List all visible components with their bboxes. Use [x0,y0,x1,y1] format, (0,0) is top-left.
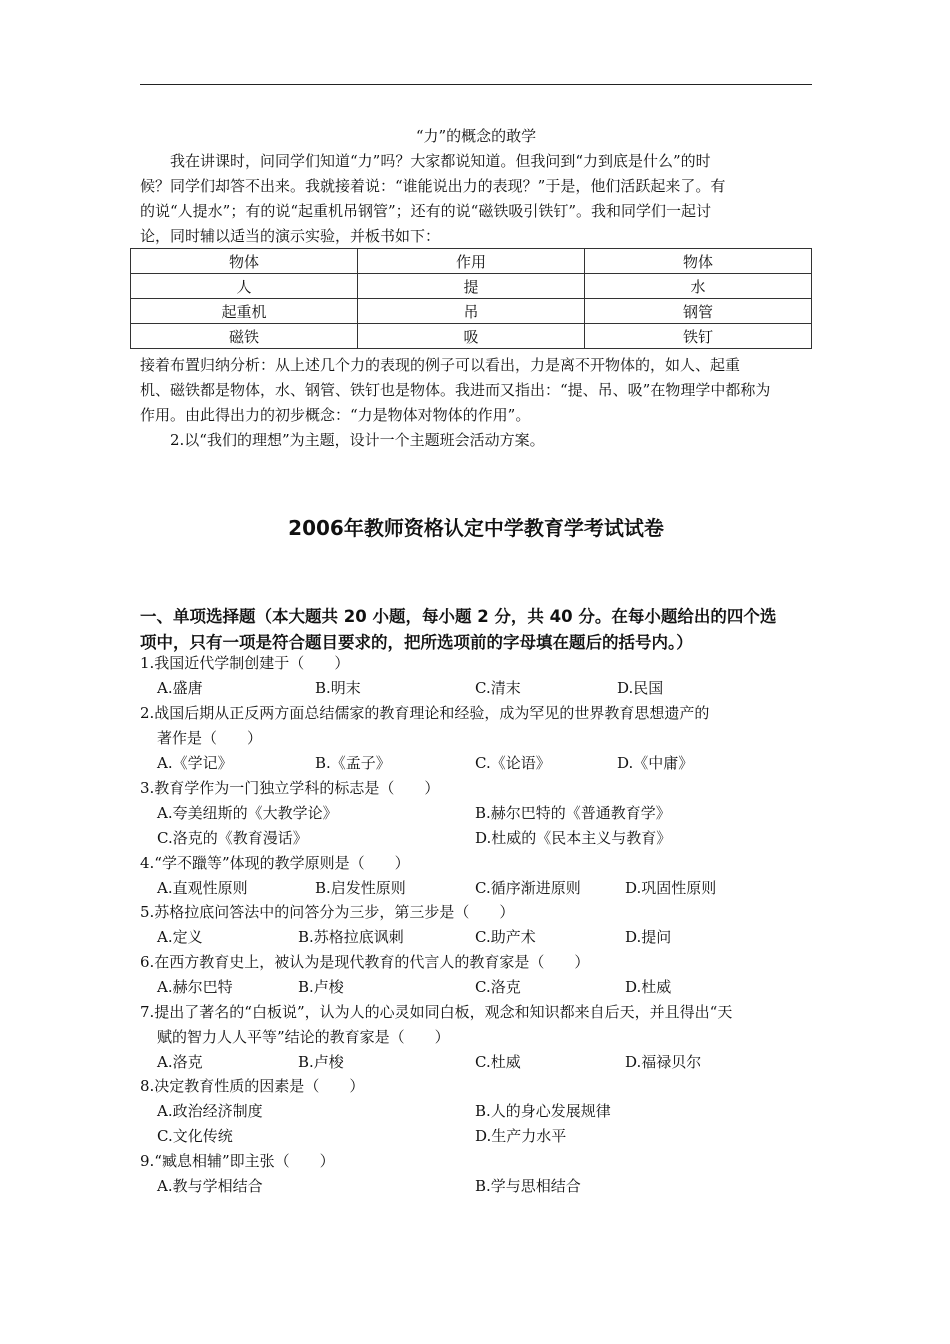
table-header-cell: 物体 [131,249,358,274]
question-8-option-c: C.文化传统 [157,1127,233,1145]
table-row [131,299,812,324]
question-5-option-c: C.助产术 [475,928,536,946]
table-cell: 起重机 [131,299,358,324]
question-2-option-d: D.《中庸》 [617,754,694,772]
question-1-option-a: A.盛唐 [157,679,203,697]
essay-para-1-line-4: 论，同时辅以适当的演示实验，并板书如下： [140,227,441,245]
question-2: 2.战国后期从正反两方面总结儒家的教育理论和经验，成为罕见的世界教育思想遗产的 [140,704,710,722]
section-heading-line-2: 项中，只有一项是符合题目要求的，把所选项前的字母填在题后的括号内。） [140,633,693,652]
essay-para-1-line-3: 的说“人提水”；有的说“起重机吊钢管”；还有的说“磁铁吸引铁钉”。我和同学们一起讨 [140,202,712,220]
table-cell: 提 [358,274,585,299]
table-cell: 铁钉 [585,324,812,349]
question-1-option-c: C.清末 [475,679,521,697]
question-3-option-d: D.杜威的《民本主义与教育》 [475,829,672,847]
question-8-option-b: B.人的身心发展规律 [475,1102,611,1120]
question-9-option-b: B.学与思相结合 [475,1177,581,1195]
question-8: 8.决定教育性质的因素是（ ） [140,1077,365,1095]
question-5: 5.苏格拉底问答法中的问答分为三步，第三步是（ ） [140,903,515,921]
question-8-option-a: A.政治经济制度 [157,1102,263,1120]
question-6-option-b: B.卢梭 [298,978,344,996]
table-cell: 吊 [358,299,585,324]
question-6-option-a: A.赫尔巴特 [157,978,233,996]
table-cell: 磁铁 [131,324,358,349]
table-cell: 水 [585,274,812,299]
question-7-option-d: D.福禄贝尔 [625,1053,702,1071]
question-4: 4.“学不躐等”体现的教学原则是（ ） [140,854,410,872]
question-5-option-d: D.提问 [625,928,672,946]
table-header-cell: 作用 [358,249,585,274]
table-cell: 钢管 [585,299,812,324]
essay-para-2-line-3: 作用。由此得出力的初步概念：“力是物体对物体的作用”。 [140,406,531,424]
table-cell: 吸 [358,324,585,349]
table-cell: 人 [131,274,358,299]
question-1-option-d: D.民国 [617,679,664,697]
essay-para-2-line-2: 机、磁铁都是物体，水、钢管、铁钉也是物体。我进而又指出：“提、吊、吸”在物理学中都称为 [140,381,771,399]
question-4-option-a: A.直观性原则 [157,879,248,897]
section-heading [140,604,820,656]
question-7-option-c: C.杜威 [475,1053,521,1071]
question-2-option-b: B.《孟子》 [315,754,391,772]
question-5-option-a: A.定义 [157,928,203,946]
question-7: 7.提出了著名的“白板说”，认为人的心灵如同白板，观念和知识都来自后天，并且得出“天 [140,1003,733,1021]
essay-heading: “力”的概念的敢学 [415,127,537,145]
question-4-option-c: C.循序渐进原则 [475,879,581,897]
table-row [131,324,812,349]
question-7-option-b: B.卢梭 [298,1053,344,1071]
question-7-option-a: A.洛克 [157,1053,203,1071]
question-9-option-a: A.教与学相结合 [157,1177,263,1195]
question-1: 1.我国近代学制创建于（ ） [140,654,350,672]
header-rule [140,84,812,85]
question-5-option-b: B.苏格拉底讽刺 [298,928,404,946]
section-heading-line-1: 一、单项选择题（本大题共 20 小题，每小题 2 分，共 40 分。在每小题给出的四个选 [140,607,777,626]
question-8-option-d: D.生产力水平 [475,1127,567,1145]
force-table [130,248,812,349]
question-3-option-b: B.赫尔巴特的《普通教育学》 [475,804,671,822]
table-header-row [131,249,812,274]
essay-para-1-line-2: 候？同学们却答不出来。我就接着说：“谁能说出力的表现？”于是，他们活跃起来了。有 [140,177,726,195]
question-6-option-c: C.洛克 [475,978,521,996]
question-6: 6.在西方教育史上，被认为是现代教育的代言人的教育家是（ ） [140,953,590,971]
question-3-option-a: A.夸美纽斯的《大教学论》 [157,804,338,822]
exam-title: 2006年教师资格认定中学教育学考试试卷 [288,516,664,540]
question-2-option-a: A.《学记》 [157,754,233,772]
question-4-option-d: D.巩固性原则 [625,879,717,897]
table-header-cell: 物体 [585,249,812,274]
table-row [131,274,812,299]
question-4-option-b: B.启发性原则 [315,879,406,897]
question-2-continued: 著作是（ ） [157,729,263,747]
question-6-option-d: D.杜威 [625,978,672,996]
question-7-continued: 赋的智力人人平等”结论的教育家是（ ） [157,1028,450,1046]
essay-item-2: 2.以“我们的理想”为主题，设计一个主题班会活动方案。 [170,431,545,449]
essay-para-1-line-1: 我在讲课时，问同学们知道“力”吗？大家都说知道。但我问到“力到底是什么”的时 [170,152,711,170]
essay-para-2-line-1: 接着布置归纳分析：从上述几个力的表现的例子可以看出，力是离不开物体的，如人、起重 [140,356,741,374]
question-1-option-b: B.明末 [315,679,361,697]
question-3: 3.教育学作为一门独立学科的标志是（ ） [140,779,440,797]
question-3-option-c: C.洛克的《教育漫话》 [157,829,308,847]
question-9: 9.“臧息相辅”即主张（ ） [140,1152,335,1170]
question-2-option-c: C.《论语》 [475,754,551,772]
